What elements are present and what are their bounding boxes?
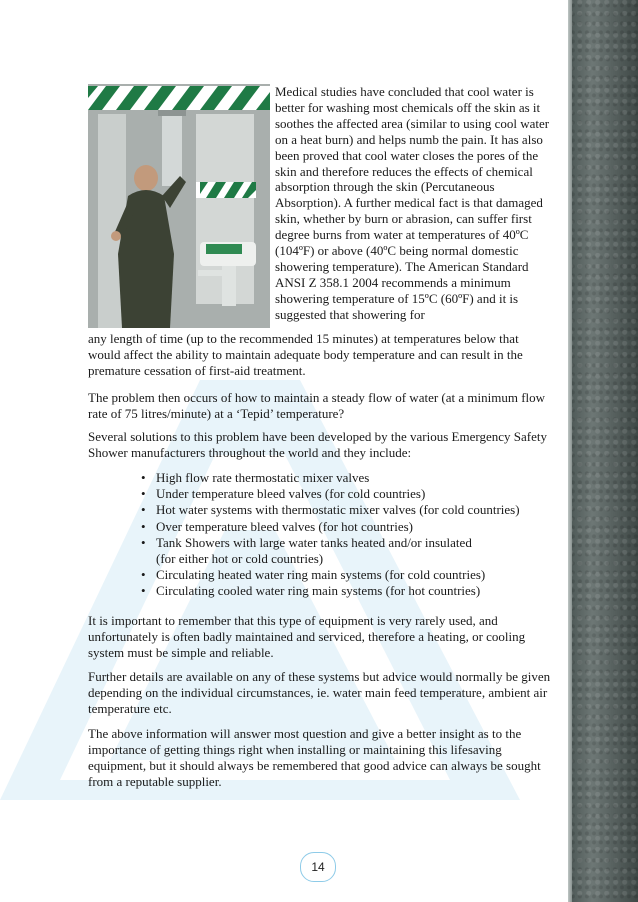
problem-paragraph: The problem then occurs of how to maintain a steady flow of water (at a minimum flow rate of 75 litres/minute) at a ‘Tepid’ temperature? (88, 390, 546, 421)
emergency-shower-photo (88, 84, 270, 328)
list-item: • Circulating cooled water ring main systems (for hot countries) (141, 583, 561, 599)
list-item: • Under temperature bleed valves (for cold countries) (141, 486, 561, 502)
intro-paragraph-continued: any length of time (up to the recommended 15 minutes) at temperatures below that would affect the ability to maintain adequate body temperature and can result in the premature cessation of first-aid treatment. (88, 331, 523, 378)
list-item: • Tank Showers with large water tanks heated and/or insulated (for either hot or cold countries) (141, 535, 561, 567)
list-item: • High flow rate thermostatic mixer valves (141, 470, 561, 486)
remember-paragraph: It is important to remember that this type of equipment is very rarely used, and unfortunately is often badly maintained and serviced, therefore a heating, or cooling system must be simple and reliable. (88, 613, 526, 660)
solutions-intro-paragraph: Several solutions to this problem have been developed by the various Emergency Safety Shower manufacturers throughout the world and they include: (88, 429, 547, 460)
list-item: • Over temperature bleed valves (for hot countries) (141, 519, 561, 535)
list-item: • Circulating heated water ring main systems (for cold countries) (141, 567, 561, 583)
page-number: 14 (300, 852, 336, 882)
decorative-side-strip (568, 0, 638, 902)
solutions-list (141, 470, 561, 600)
closing-paragraph: The above information will answer most question and give a better insight as to the importance of getting things right when installing or maintaining this lifesaving equipment, but it should always be remembered that good advice can always be sought from a reputable supplier. (88, 726, 541, 789)
list-item: • Hot water systems with thermostatic mixer valves (for cold countries) (141, 502, 561, 518)
intro-paragraph: Medical studies have concluded that cool water is better for washing most chemicals off the skin as it soothes the affected area (similar to using cool water on a heat burn) and helps numb the pain. It has also been proved that cool water closes the pores of the skin and therefore reduces the effects of chemical absorption through the skin (Percutaneous Absorption). A further medical fact is that damaged skin, whether by burn or abrasion, can suffer first degree burns from water at temperatures of 40ºC (104ºF) or above (40ºC being normal domestic showering temperature). The American Standard ANSI Z 358.1 2004 recommends a minimum showering temperature of 15ºC (60ºF) and it is suggested that showering for (275, 84, 550, 322)
further-details-paragraph: Further details are available on any of these systems but advice would normally be given depending on the individual circumstances, ie. water main feed temperature, ambient air temperature etc. (88, 669, 551, 716)
